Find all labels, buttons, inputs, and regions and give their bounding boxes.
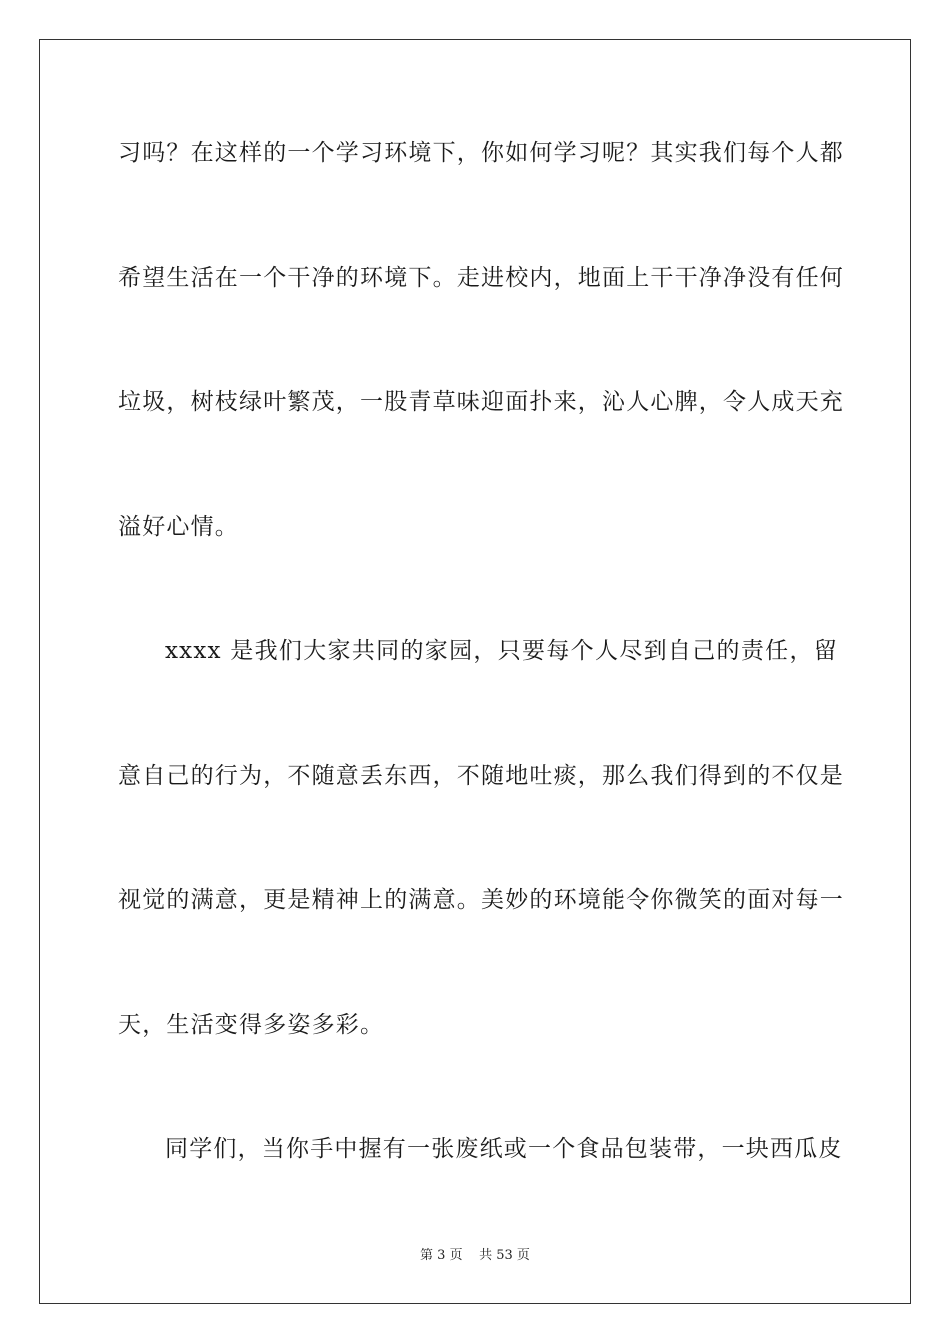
body-line-8: 天，生活变得多姿多彩。 [118, 1012, 385, 1038]
body-line-1: 习吗？在这样的一个学习环境下，你如何学习呢？其实我们每个人都 [118, 140, 844, 166]
body-line-9: 同学们，当你手中握有一张废纸或一个食品包装带，一块西瓜皮 [165, 1136, 843, 1162]
body-line-6: 意自己的行为，不随意丢东西，不随地吐痰，那么我们得到的不仅是 [118, 763, 844, 789]
page-footer [0, 1247, 950, 1265]
page-number: 第 3 页 [420, 1248, 463, 1263]
body-line-5: xxxx 是我们大家共同的家园，只要每个人尽到自己的责任，留 [165, 638, 838, 664]
body-line-2: 希望生活在一个干净的环境下。走进校内，地面上干干净净没有任何 [118, 265, 844, 291]
body-line-3: 垃圾，树枝绿叶繁茂，一股青草味迎面扑来，沁人心脾，令人成天充 [118, 389, 844, 415]
body-line-4: 溢好心情。 [118, 514, 239, 540]
page-total: 共 53 页 [479, 1248, 530, 1263]
page-frame [39, 39, 911, 1304]
body-line-7: 视觉的满意，更是精神上的满意。美妙的环境能令你微笑的面对每一 [118, 887, 844, 913]
